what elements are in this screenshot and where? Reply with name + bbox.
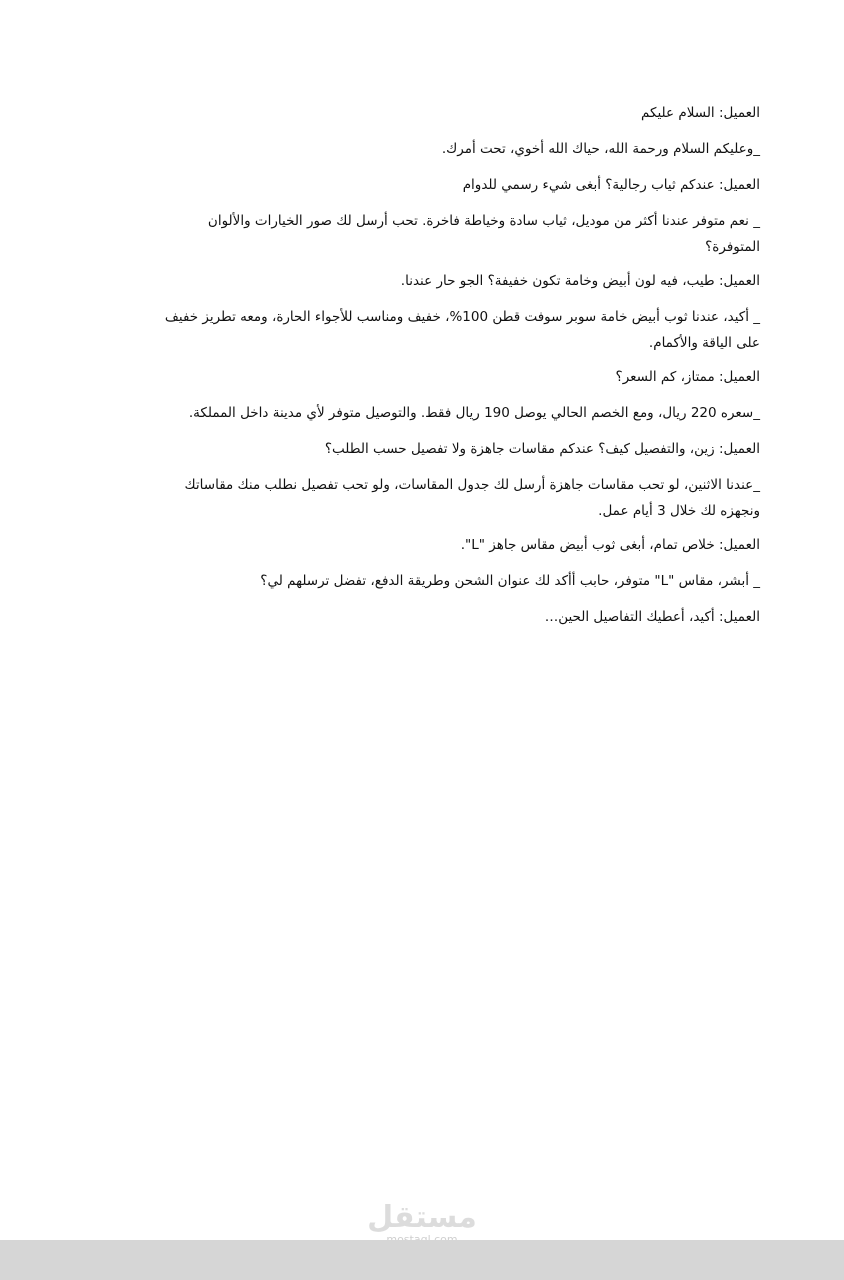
customer-line: العميل: ممتاز، كم السعر؟: [615, 369, 760, 385]
customer-line: العميل: زين، والتفصيل كيف؟ عندكم مقاسات جاهزة ولا تفصيل حسب الطلب؟: [324, 441, 760, 457]
conversation-transcript: [160, 100, 760, 640]
seller-line: _ أكيد، عندنا ثوب أبيض خامة سوبر سوفت قطن 100%، خفيف ومناسب للأجواء الحارة، ومعه تطريز خفيف على الياقة والأكمام.: [164, 309, 760, 351]
seller-line: _ أبشر، مقاس "L" متوفر، حابب أأكد لك عنوان الشحن وطريقة الدفع، تفضل ترسلهم لي؟: [260, 573, 760, 589]
seller-line: _ نعم متوفر عندنا أكثر من موديل، ثياب سادة وخياطة فاخرة. تحب أرسل لك صور الخيارات والألوان المتوفرة؟: [207, 213, 760, 255]
customer-line: العميل: عندكم ثياب رجالية؟ أبغى شيء رسمي للدوام: [462, 177, 760, 193]
seller-line: _وعليكم السلام ورحمة الله، حياك الله أخوي، تحت أمرك.: [441, 141, 760, 157]
watermark-logo: مستقل: [367, 1200, 477, 1235]
footer-bar: [0, 1240, 844, 1280]
customer-line: العميل: خلاص تمام، أبغى ثوب أبيض مقاس جاهز "L".: [460, 537, 760, 553]
customer-line: العميل: طيب، فيه لون أبيض وخامة تكون خفيفة؟ الجو حار عندنا.: [400, 273, 760, 289]
seller-line: _سعره 220 ريال، ومع الخصم الحالي يوصل 190 ريال فقط. والتوصيل متوفر لأي مدينة داخل المملكة.: [188, 405, 760, 421]
seller-line: _عندنا الاثنين، لو تحب مقاسات جاهزة أرسل لك جدول المقاسات، ولو تحب تفصيل نطلب منك مقاساتك ونجهزه لك خلال 3 أيام عمل.: [184, 477, 760, 519]
customer-line: العميل: السلام عليكم: [641, 105, 760, 121]
customer-line: العميل: أكيد، أعطيك التفاصيل الحين…: [544, 609, 760, 625]
